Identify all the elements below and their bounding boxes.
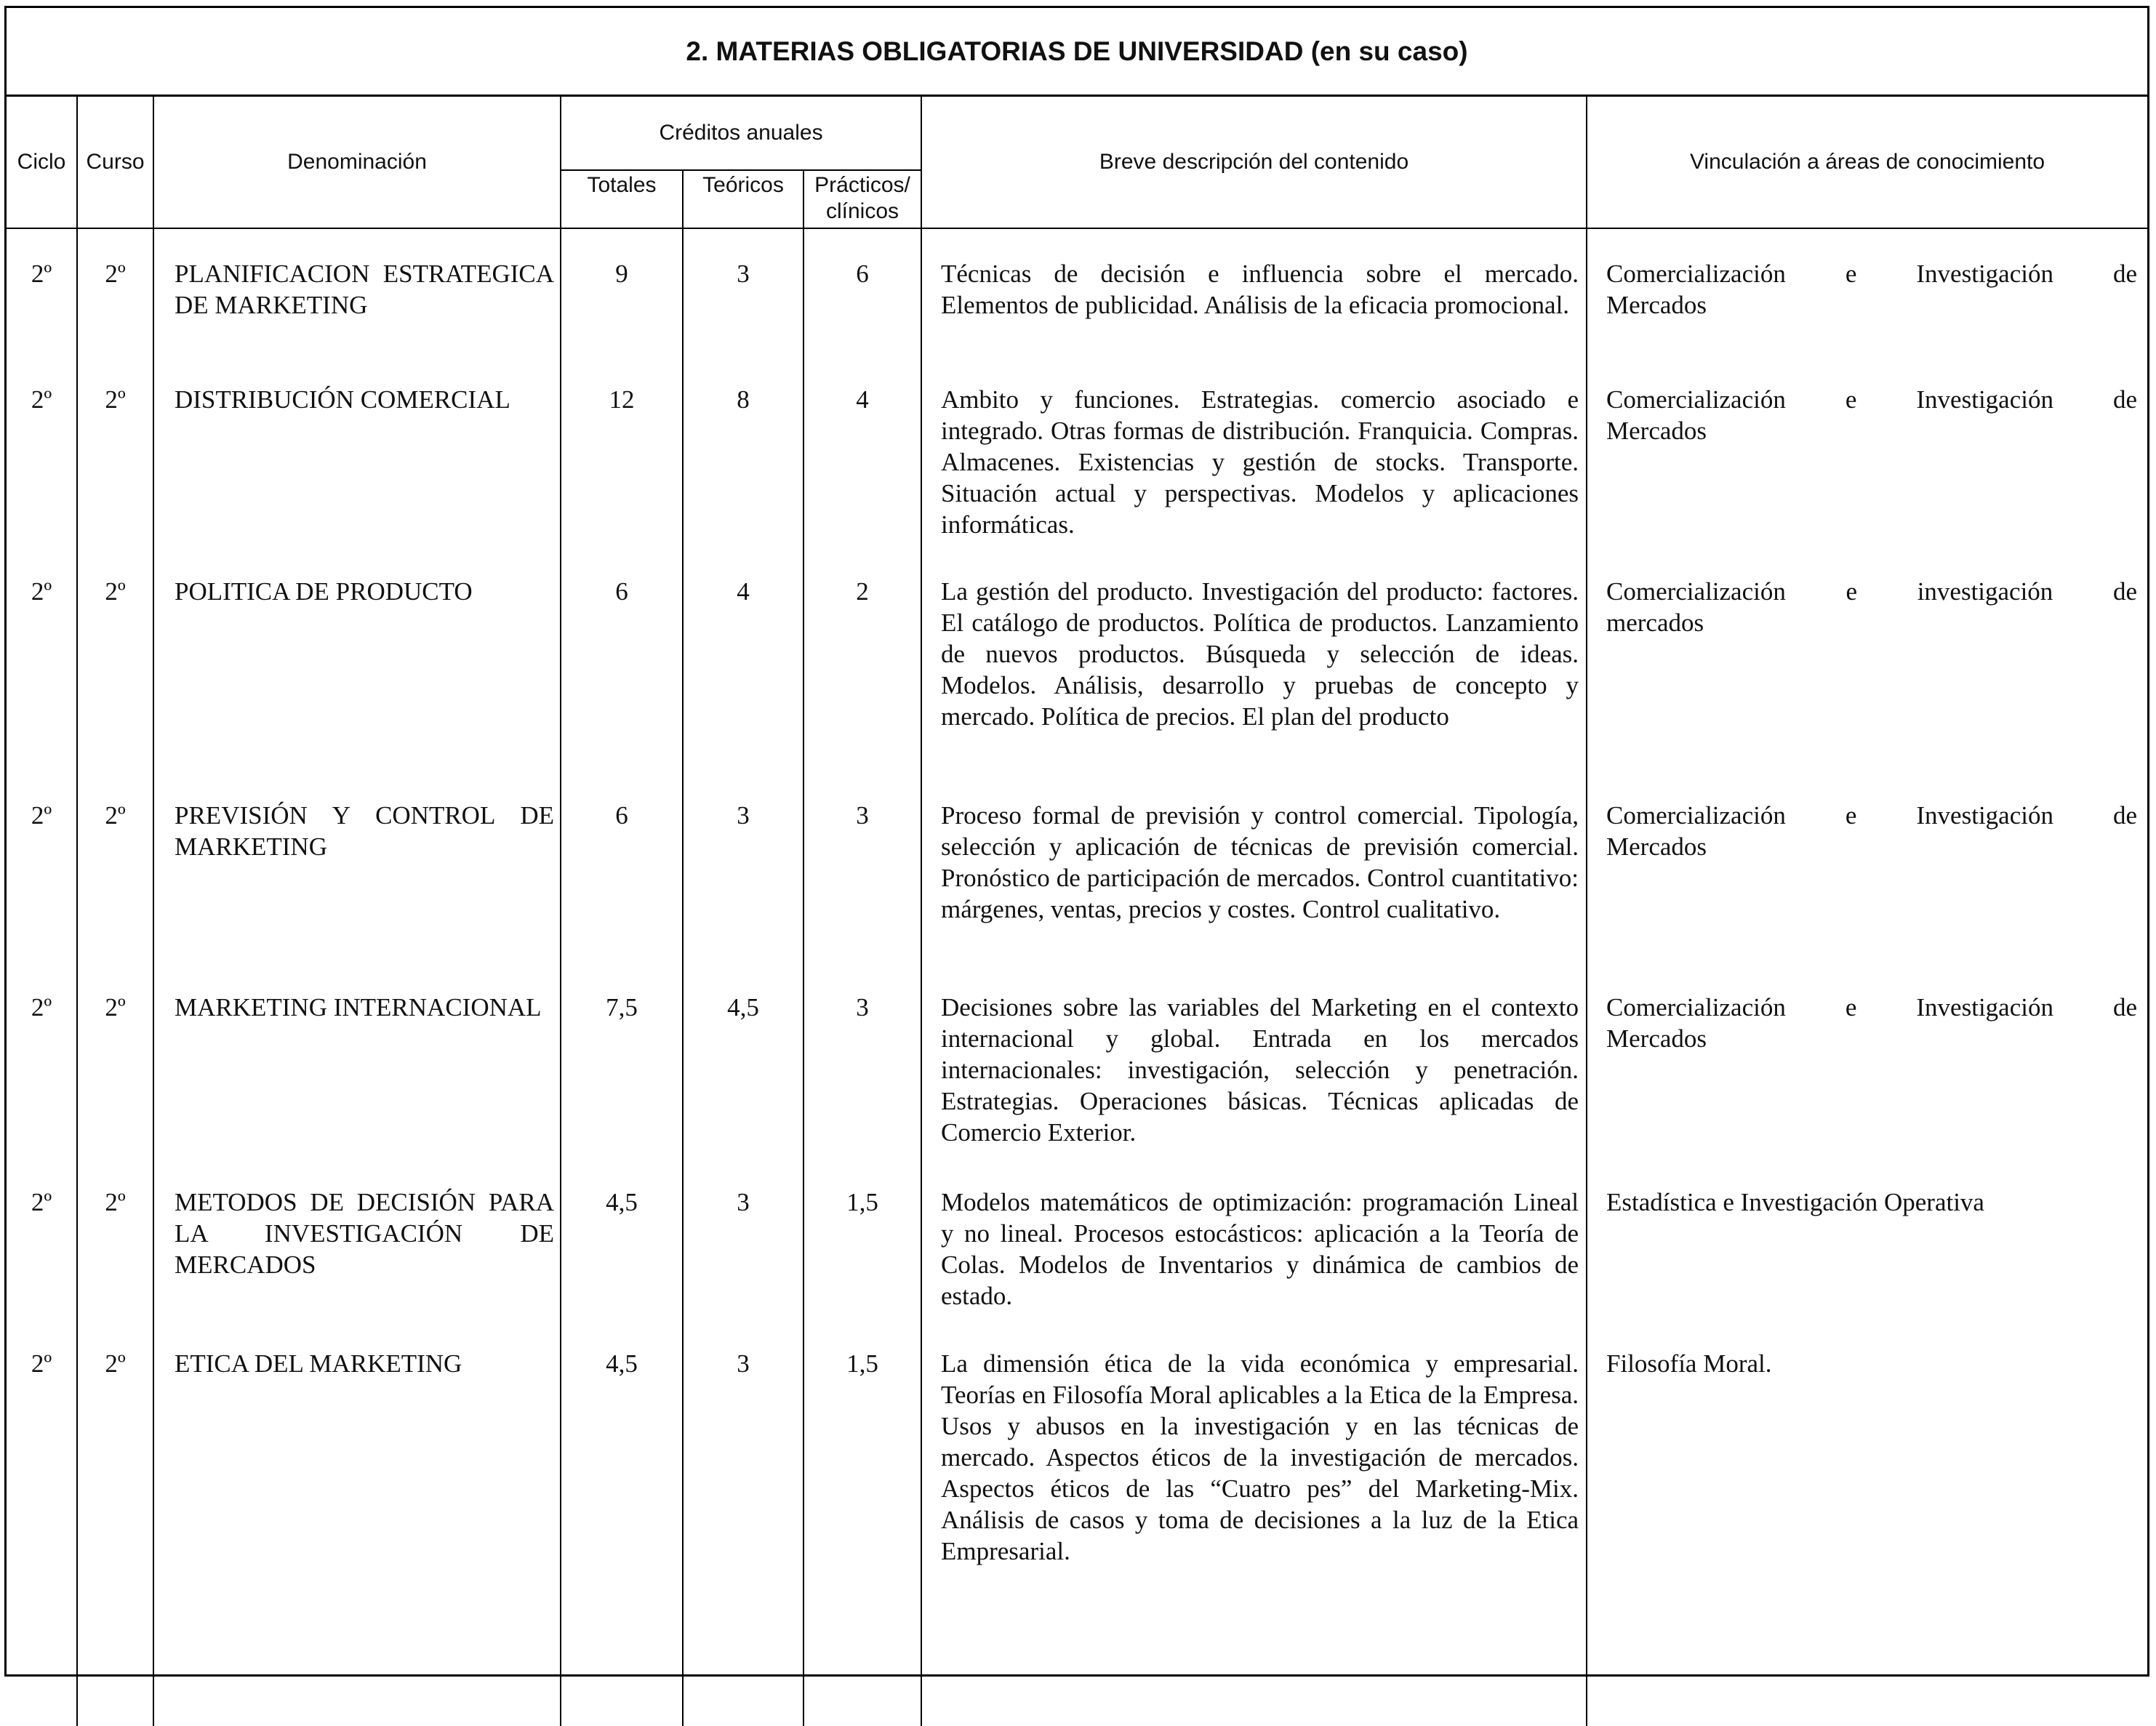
area-word: Comercialización — [1606, 260, 1786, 288]
vinculacion-cell — [1587, 963, 2147, 1157]
area-word: e — [1845, 385, 1857, 414]
vinculacion-cell — [1587, 1319, 2147, 1726]
descripcion-cell: La dimensión ética de la vida económica y empresarial. Teorías en Filosofía Moral aplicables a la Etica de la Empresa. Usos y abusos en la investigación y en las técnicas de mercado. Aspectos éticos de la investigación de mercados. Aspectos éticos de las “Cuatro pes” del Marketing-Mix. Análisis de casos y toma de decisiones a la luz de la Etica Empresarial. — [921, 1319, 1587, 1726]
area-word: e — [1845, 801, 1857, 830]
header-vinculacion: Vinculación a áreas de conocimiento — [1587, 97, 2147, 228]
vinculacion-cell — [1587, 1157, 2147, 1319]
area-word: de — [2112, 260, 2138, 288]
vinculacion-cell — [1587, 771, 2147, 963]
ciclo-cell: 2º — [7, 228, 77, 355]
totales-cell: 6 — [561, 771, 683, 963]
area-word: Comercialización — [1606, 993, 1786, 1021]
descripcion-cell: Técnicas de decisión e influencia sobre el mercado. Elementos de publicidad. Análisis de la eficacia promocional. — [921, 228, 1587, 355]
teoricos-cell: 3 — [683, 1319, 804, 1726]
curso-cell: 2º — [77, 547, 153, 771]
totales-cell: 4,5 — [561, 1319, 683, 1726]
denominacion-cell: MARKETING INTERNACIONAL — [153, 963, 561, 1157]
ciclo-cell: 2º — [7, 1319, 77, 1726]
table-row — [7, 771, 2147, 963]
denominacion-cell: METODOS DE DECISIÓN PARA LA INVESTIGACIÓN DE MERCADOS — [153, 1157, 561, 1319]
document-page — [4, 6, 2149, 1677]
practicos-cell: 6 — [804, 228, 921, 355]
teoricos-cell: 8 — [683, 355, 804, 547]
curso-cell: 2º — [77, 771, 153, 963]
teoricos-cell: 3 — [683, 771, 804, 963]
practicos-cell: 3 — [804, 771, 921, 963]
teoricos-cell: 3 — [683, 228, 804, 355]
area-word: Investigación — [1916, 993, 2053, 1021]
denominacion-cell: POLITICA DE PRODUCTO — [153, 547, 561, 771]
vinculacion-cell — [1587, 547, 2147, 771]
table-row — [7, 1319, 2147, 1726]
area-word: de — [2112, 993, 2138, 1021]
teoricos-cell: 3 — [683, 1157, 804, 1319]
denominacion-cell: PLANIFICACION ESTRATEGICA DE MARKETING — [153, 228, 561, 355]
area-word: e — [1845, 260, 1857, 288]
area-second-line: Mercados — [1606, 1024, 1707, 1053]
curso-cell: 2º — [77, 1319, 153, 1726]
totales-cell: 6 — [561, 547, 683, 771]
area-word: de — [2112, 385, 2138, 414]
descripcion-cell: La gestión del producto. Investigación del producto: factores. El catálogo de productos. Política de productos. Lanzamiento de nuevos productos. Búsqueda y selección de ideas. Modelos. Análisis, desarrollo y pruebas de concepto y mercado. Política de precios. El plan del producto — [921, 547, 1587, 771]
area-first-line — [1606, 992, 2137, 1023]
descripcion-cell: Modelos matemáticos de optimización: programación Lineal y no lineal. Procesos estocásticos: aplicación a la Teoría de Colas. Modelos de Inventarios y dinámica de cambios de estado. — [921, 1157, 1587, 1319]
practicos-cell: 3 — [804, 963, 921, 1157]
area-word: Investigación — [1916, 801, 2053, 830]
area-first-line — [1606, 576, 2137, 607]
table-row — [7, 228, 2147, 355]
totales-cell: 7,5 — [561, 963, 683, 1157]
curso-cell: 2º — [77, 228, 153, 355]
ciclo-cell: 2º — [7, 547, 77, 771]
area-first-line — [1606, 800, 2137, 831]
area-text: Filosofía Moral. — [1606, 1349, 1772, 1378]
area-word: Comercialización — [1606, 577, 1786, 606]
area-second-line: Mercados — [1606, 417, 1707, 445]
header-ciclo: Ciclo — [7, 97, 77, 228]
table-row — [7, 963, 2147, 1157]
area-second-line: Mercados — [1606, 832, 1707, 861]
area-text: Estadística e Investigación Operativa — [1606, 1188, 1984, 1216]
denominacion-cell: ETICA DEL MARKETING — [153, 1319, 561, 1726]
area-word: Comercialización — [1606, 801, 1786, 830]
ciclo-cell: 2º — [7, 1157, 77, 1319]
header-creditos-anuales: Créditos anuales — [561, 97, 921, 170]
header-totales: Totales — [561, 170, 683, 228]
area-word: Comercialización — [1606, 385, 1786, 414]
area-word: e — [1845, 993, 1857, 1021]
practicos-cell: 4 — [804, 355, 921, 547]
vinculacion-cell — [1587, 228, 2147, 355]
practicos-cell: 2 — [804, 547, 921, 771]
practicos-cell: 1,5 — [804, 1157, 921, 1319]
curso-cell: 2º — [77, 963, 153, 1157]
teoricos-cell: 4 — [683, 547, 804, 771]
header-descripcion: Breve descripción del contenido — [921, 97, 1587, 228]
curso-cell: 2º — [77, 1157, 153, 1319]
area-second-line: mercados — [1606, 609, 1704, 637]
ciclo-cell: 2º — [7, 963, 77, 1157]
header-curso: Curso — [77, 97, 153, 228]
descripcion-cell: Proceso formal de previsión y control comercial. Tipología, selección y aplicación de técnicas de previsión comercial. Pronóstico de participación de mercados. Control cuantitativo: márgenes, ventas, precios y costes. Control cualitativo. — [921, 771, 1587, 963]
denominacion-cell: DISTRIBUCIÓN COMERCIAL — [153, 355, 561, 547]
header-teoricos: Teóricos — [683, 170, 804, 228]
table-row — [7, 547, 2147, 771]
practicos-cell: 1,5 — [804, 1319, 921, 1726]
descripcion-cell: Decisiones sobre las variables del Marketing en el contexto internacional y global. Entrada en los mercados internacionales: investigación, selección y penetración. Estrategias. Operaciones básicas. Técnicas aplicadas de Comercio Exterior. — [921, 963, 1587, 1157]
totales-cell: 12 — [561, 355, 683, 547]
header-practicos: Prácticos/ clínicos — [804, 170, 921, 228]
area-word: investigación — [1917, 577, 2053, 606]
area-word: Investigación — [1916, 260, 2053, 288]
ciclo-cell: 2º — [7, 771, 77, 963]
curso-cell: 2º — [77, 355, 153, 547]
area-word: de — [2112, 801, 2138, 830]
area-first-line — [1606, 384, 2137, 415]
area-word: Investigación — [1916, 385, 2053, 414]
subjects-table — [7, 97, 2147, 1726]
descripcion-cell: Ambito y funciones. Estrategias. comercio asociado e integrado. Otras formas de distribución. Franquicia. Compras. Almacenes. Existencias y gestión de stocks. Transporte. Situación actual y perspectivas. Modelos y aplicaciones informáticas. — [921, 355, 1587, 547]
table-row — [7, 1157, 2147, 1319]
area-word: e — [1846, 577, 1858, 606]
header-denominacion: Denominación — [153, 97, 561, 228]
ciclo-cell: 2º — [7, 355, 77, 547]
area-first-line — [1606, 258, 2137, 289]
totales-cell: 4,5 — [561, 1157, 683, 1319]
area-word: de — [2112, 577, 2137, 606]
teoricos-cell: 4,5 — [683, 963, 804, 1157]
table-row — [7, 355, 2147, 547]
vinculacion-cell — [1587, 355, 2147, 547]
totales-cell: 9 — [561, 228, 683, 355]
section-title: 2. MATERIAS OBLIGATORIAS DE UNIVERSIDAD (en su caso) — [7, 8, 2147, 97]
area-second-line: Mercados — [1606, 291, 1707, 319]
denominacion-cell: PREVISIÓN Y CONTROL DE MARKETING — [153, 771, 561, 963]
